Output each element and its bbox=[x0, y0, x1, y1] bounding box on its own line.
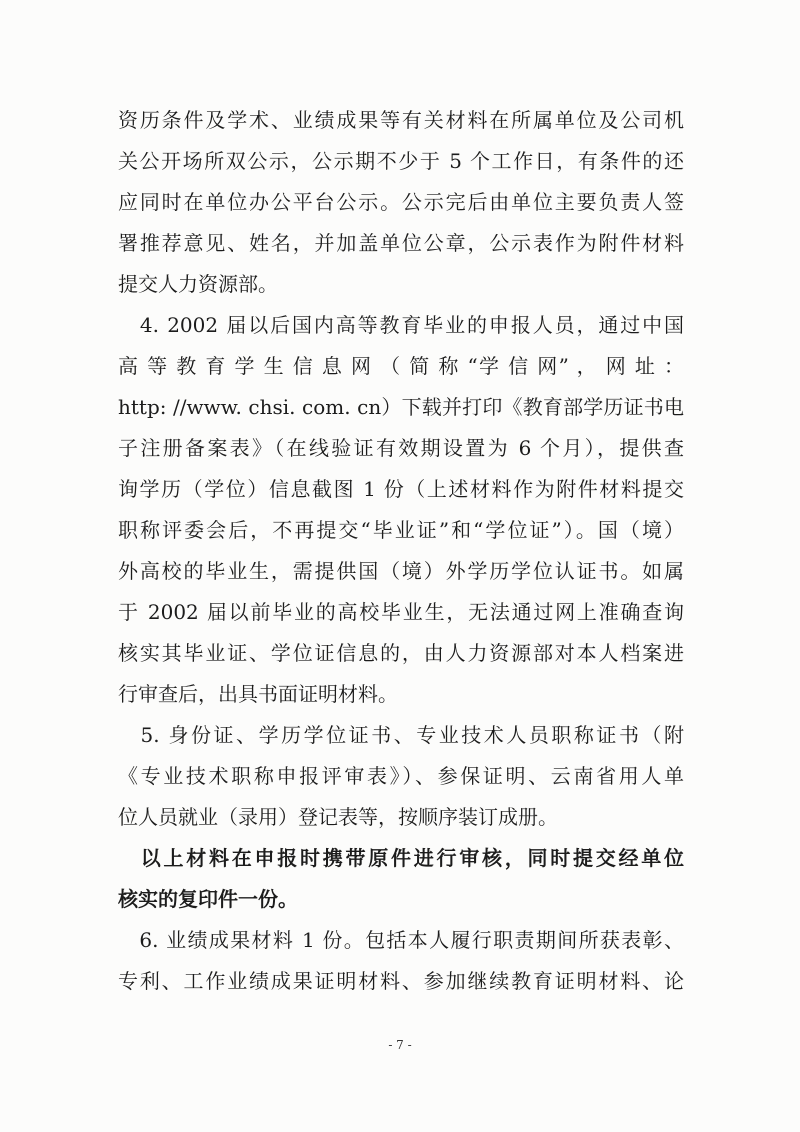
text-line: 6. 业绩成果材料 1 份。包括本人履行职责期间所获表彰、 bbox=[118, 928, 684, 952]
text-line: 核实其毕业证、学位证信息的，由人力资源部对本人档案进 bbox=[118, 641, 684, 665]
text-line: 高 等 教 育 学 生 信 息 网 （ 简 称 “学 信 网” ， 网 址 ： bbox=[118, 354, 684, 378]
text-line: 应同时在单位办公平台公示。公示完后由单位主要负责人签 bbox=[118, 190, 684, 214]
text-line-bold: 以上材料在申报时携带原件进行审核，同时提交经单位 bbox=[118, 846, 684, 870]
text-line: 子注册备案表》（在线验证有效期设置为 6 个月），提供查 bbox=[118, 436, 684, 460]
text-line: 行审查后，出具书面证明材料。 bbox=[118, 682, 398, 706]
text-line: 于 2002 届以前毕业的高校毕业生，无法通过网上准确查询 bbox=[118, 600, 684, 624]
text-line: http: //www. chsi. com. cn）下载并打印《教育部学历证书电 bbox=[118, 395, 684, 419]
text-line: 资历条件及学术、业绩成果等有关材料在所属单位及公司机 bbox=[118, 108, 684, 132]
page-number: - 7 - bbox=[388, 1038, 412, 1052]
text-line: 《专业技术职称申报评审表》）、参保证明、云南省用人单 bbox=[118, 764, 684, 788]
text-line: 提交人力资源部。 bbox=[118, 272, 278, 296]
text-line: 关公开场所双公示，公示期不少于 5 个工作日，有条件的还 bbox=[118, 149, 684, 173]
text-line: 专利、工作业绩成果证明材料、参加继续教育证明材料、论 bbox=[118, 969, 684, 993]
text-line: 职称评委会后，不再提交“毕业证”和“学位证”）。国（境） bbox=[118, 518, 684, 542]
text-line: 署推荐意见、姓名，并加盖单位公章，公示表作为附件材料 bbox=[118, 231, 684, 255]
text-line-bold: 核实的复印件一份。 bbox=[118, 887, 298, 911]
text-line: 4. 2002 届以后国内高等教育毕业的申报人员，通过中国 bbox=[118, 313, 684, 337]
text-line: 5. 身份证、学历学位证书、专业技术人员职称证书（附 bbox=[118, 723, 684, 747]
text-line: 位人员就业（录用）登记表等，按顺序装订成册。 bbox=[118, 805, 558, 829]
text-line: 外高校的毕业生，需提供国（境）外学历学位认证书。如属 bbox=[118, 559, 684, 583]
body-text bbox=[118, 100, 684, 1002]
text-line: 询学历（学位）信息截图 1 份（上述材料作为附件材料提交 bbox=[118, 477, 684, 501]
